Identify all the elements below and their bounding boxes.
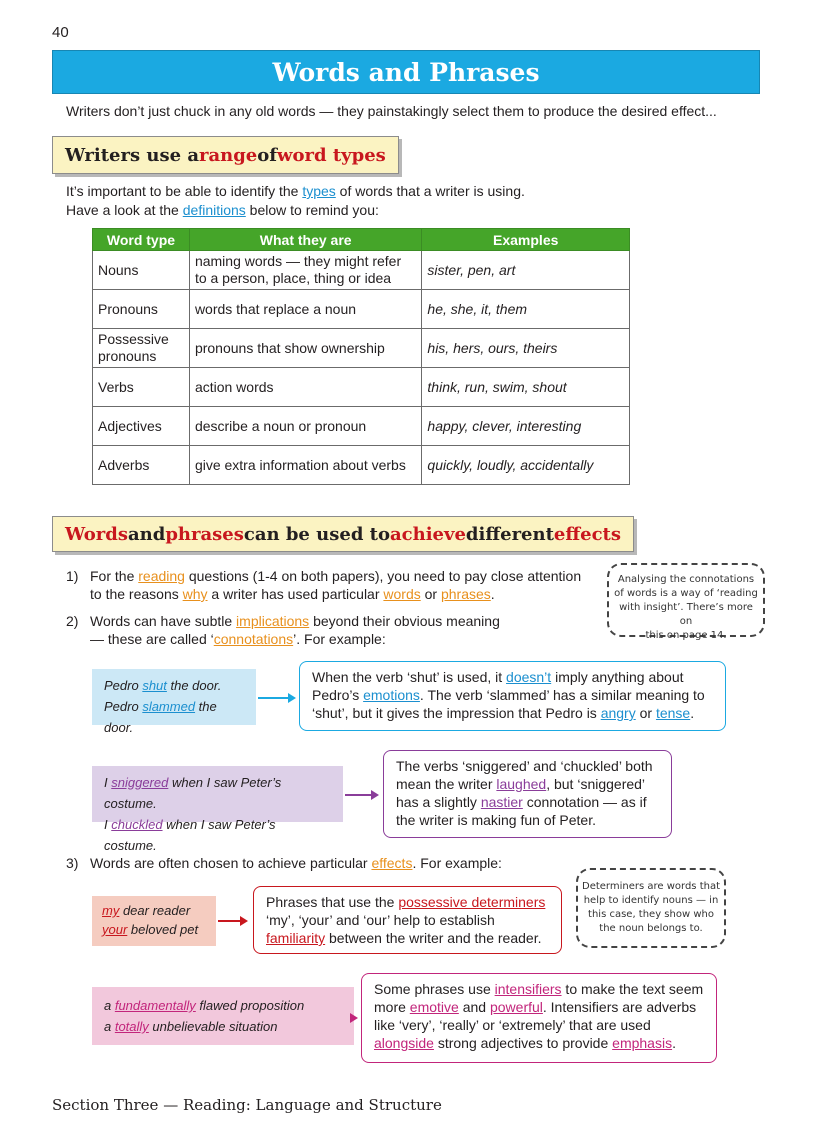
text: of words that a writer is using. (335, 183, 525, 199)
text: when I saw Peter’s costume. (104, 817, 276, 853)
text: The verbs ‘sniggered’ and ‘chuckled’ both mean the writer (396, 758, 653, 792)
glossary-link-tense[interactable]: tense (655, 705, 691, 721)
table-header: Word type (93, 229, 190, 251)
note-line: this on page 14. (645, 630, 727, 641)
note-line: help to identify nouns — in (583, 895, 719, 906)
word-types-intro (66, 182, 525, 220)
glossary-link-alongside[interactable]: alongside (374, 1035, 434, 1051)
highlight-my[interactable]: my (102, 903, 120, 918)
text: . (490, 586, 495, 602)
text: unbelievable situation (148, 1019, 278, 1034)
page-footer: Section Three — Reading: Language and Structure (52, 1096, 442, 1114)
glossary-link-types[interactable]: types (302, 183, 336, 199)
glossary-link-laughed[interactable]: laughed (496, 776, 547, 792)
highlight-shut[interactable]: shut (142, 678, 167, 693)
table-header: What they are (189, 229, 421, 251)
page-number: 40 (52, 24, 69, 41)
table-row (93, 290, 630, 329)
definition-cell: pronouns that show ownership (189, 329, 421, 368)
heading-text: can be used to (243, 523, 390, 545)
highlight-totally[interactable]: totally (114, 1019, 149, 1034)
explanation-bubble-sniggered (383, 750, 672, 838)
table-header: Examples (422, 229, 630, 251)
heading-text: and (127, 523, 166, 545)
note-line: this case, they show who (588, 909, 714, 920)
text: I (104, 817, 112, 832)
highlight-your[interactable]: your (102, 922, 128, 937)
heading-red-text: phrases (165, 523, 244, 545)
text: . (690, 705, 695, 721)
arrow-icon (218, 920, 246, 922)
highlight-fundamentally[interactable]: fundamentally (114, 998, 196, 1013)
intro-text: Writers don’t just chuck in any old words — they painstakingly select them to produce the desired effect... (66, 103, 717, 119)
definition-cell: naming words — they might refer to a person, place, thing or idea (189, 251, 421, 290)
page-title-text: Words and Phrases (272, 57, 540, 87)
example-box-my-your (92, 896, 216, 946)
table-header-row (93, 229, 630, 251)
heading-red-text: word types (277, 144, 386, 166)
note-line: Determiners are words that (582, 881, 720, 892)
list-number: 2) (66, 613, 79, 629)
text: between the writer and the reader. (325, 930, 542, 946)
text: or (635, 705, 656, 721)
text: questions (1-4 on both papers), you need to pay close attention (184, 568, 582, 584)
examples-cell: quickly, loudly, accidentally (422, 446, 630, 485)
text: when I saw Peter’s costume. (104, 775, 282, 811)
note-line: with insight’. There’s more on (619, 602, 753, 627)
glossary-link-words[interactable]: words (383, 586, 421, 602)
explanation-bubble-determiners (253, 886, 562, 954)
word-type-cell: Verbs (93, 368, 190, 407)
glossary-link-doesnt[interactable]: doesn’t (506, 669, 552, 685)
highlight-sniggered[interactable]: sniggered (111, 775, 169, 790)
text: ‘my’, ‘your’ and ‘our’ help to establish (266, 912, 495, 928)
text: . (672, 1035, 676, 1051)
text: Words can have subtle (90, 613, 237, 629)
highlight-chuckled[interactable]: chuckled (111, 817, 163, 832)
text: . The verb ‘slammed’ has a similar meaning to ‘shut’, but it gives the impression that Pedro is (312, 687, 705, 721)
side-note-connotations (607, 563, 765, 641)
examples-cell: think, run, swim, shout (422, 368, 630, 407)
heading-red-text: Words (65, 523, 128, 545)
glossary-link-connotations[interactable]: connotations (213, 631, 294, 647)
table-row (93, 329, 630, 368)
list-item-1 (66, 567, 606, 603)
table-row (93, 407, 630, 446)
glossary-link-familiarity[interactable]: familiarity (266, 930, 326, 946)
text: below to remind you: (245, 202, 379, 218)
definition-cell: give extra information about verbs (189, 446, 421, 485)
list-item-3 (66, 854, 586, 872)
text: to make the text seem more (374, 981, 704, 1015)
text: connotation — as if the writer is making fun of Peter. (396, 794, 647, 828)
note-line: the noun belongs to. (599, 923, 703, 934)
text: Some phrases use (374, 981, 495, 997)
text: strong adjectives to provide (433, 1035, 613, 1051)
heading-text: Writers use a (65, 144, 199, 166)
examples-cell: happy, clever, interesting (422, 407, 630, 446)
heading-red-text: achieve (390, 523, 466, 545)
table-row (93, 446, 630, 485)
text: . For example: (412, 855, 502, 871)
text: — these are called ‘ (90, 631, 214, 647)
glossary-link-effects[interactable]: effects (371, 855, 413, 871)
text: a writer has used particular (207, 586, 384, 602)
glossary-link-powerful[interactable]: powerful (489, 999, 543, 1015)
text: Have a look at the (66, 202, 183, 218)
glossary-link-intensifiers[interactable]: intensifiers (494, 981, 562, 997)
page-title (52, 50, 760, 94)
text: For the (90, 568, 139, 584)
side-note-determiners (576, 868, 726, 948)
text: the door. (104, 699, 217, 735)
definition-cell: words that replace a noun (189, 290, 421, 329)
glossary-link-implications[interactable]: implications (236, 613, 310, 629)
glossary-link-reading[interactable]: reading (138, 568, 185, 584)
text: . Intensifiers are adverbs like ‘very’, ‘really’ or ‘extremely’ that are used (374, 999, 697, 1033)
glossary-link-possessive-determiners[interactable]: possessive determiners (398, 894, 546, 910)
text: and (458, 999, 490, 1015)
arrow-icon (345, 794, 377, 796)
text: beyond their obvious meaning (309, 613, 500, 629)
table-row (93, 368, 630, 407)
text: I (104, 775, 112, 790)
text: dear reader (119, 903, 191, 918)
word-type-cell: Possessive pronouns (93, 329, 190, 368)
example-box-sniggered (92, 766, 343, 853)
text: a (104, 998, 115, 1013)
example-box-pedro (92, 669, 256, 735)
section-heading-word-types (52, 136, 399, 174)
examples-cell: sister, pen, art (422, 251, 630, 290)
explanation-bubble-pedro (299, 661, 726, 731)
note-line: of words is a way of ‘reading (614, 588, 758, 599)
text: Phrases that use the (266, 894, 399, 910)
glossary-link-emotions[interactable]: emotions (363, 687, 420, 703)
text: to the reasons (90, 586, 183, 602)
text: Words are often chosen to achieve particular (90, 855, 372, 871)
heading-text: of (257, 144, 278, 166)
text: , but ‘sniggered’ has a slightly (396, 776, 645, 810)
word-type-cell: Pronouns (93, 290, 190, 329)
examples-cell: his, hers, ours, theirs (422, 329, 630, 368)
text: flawed proposition (195, 998, 305, 1013)
heading-red-text: effects (553, 523, 622, 545)
text: When the verb ‘shut’ is used, it (312, 669, 507, 685)
note-line: Analysing the connotations (617, 574, 755, 585)
example-box-intensifiers (92, 987, 354, 1045)
arrow-icon (258, 697, 294, 699)
list-number: 1) (66, 568, 79, 584)
glossary-link-angry[interactable]: angry (600, 705, 636, 721)
definition-cell: describe a noun or pronoun (189, 407, 421, 446)
word-type-cell: Adverbs (93, 446, 190, 485)
examples-cell: he, she, it, them (422, 290, 630, 329)
text: the door. (166, 678, 222, 693)
list-item-2 (66, 612, 606, 648)
text: It’s important to be able to identify the (66, 183, 303, 199)
heading-text: different (465, 523, 554, 545)
heading-red-text: range (198, 144, 258, 166)
word-type-cell: Nouns (93, 251, 190, 290)
glossary-link-nastier[interactable]: nastier (480, 794, 523, 810)
glossary-link-emotive[interactable]: emotive (409, 999, 459, 1015)
explanation-bubble-intensifiers (361, 973, 717, 1063)
text: beloved pet (127, 922, 199, 937)
text: Pedro (104, 699, 143, 714)
text: imply anything about Pedro’s (312, 669, 684, 703)
glossary-link-emphasis[interactable]: emphasis (612, 1035, 673, 1051)
text: or (420, 586, 441, 602)
glossary-link-phrases[interactable]: phrases (440, 586, 491, 602)
text: a (104, 1019, 115, 1034)
word-type-cell: Adjectives (93, 407, 190, 446)
glossary-link-definitions[interactable]: definitions (182, 202, 246, 218)
definition-cell: action words (189, 368, 421, 407)
text: ’. For example: (293, 631, 386, 647)
word-types-table (92, 228, 630, 485)
glossary-link-why[interactable]: why (182, 586, 208, 602)
list-number: 3) (66, 855, 79, 871)
highlight-slammed[interactable]: slammed (142, 699, 196, 714)
text: Pedro (104, 678, 143, 693)
table-row (93, 251, 630, 290)
section-heading-effects (52, 516, 634, 552)
